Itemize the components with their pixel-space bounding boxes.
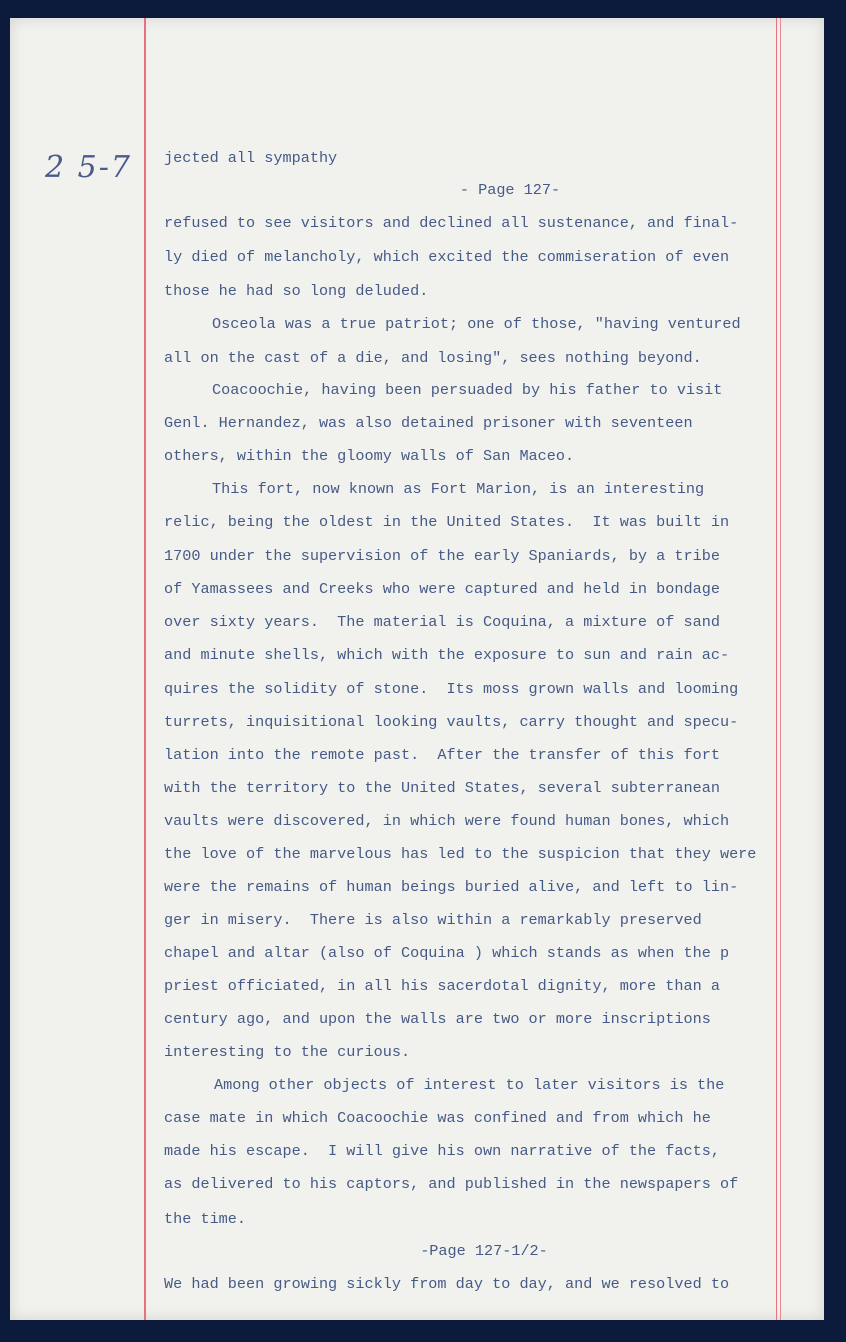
text-line: priest officiated, in all his sacerdotal dignity, more than a — [164, 977, 720, 995]
page-marker: -Page 127-1/2- — [420, 1242, 548, 1260]
text-line: This fort, now known as Fort Marion, is an interesting — [212, 480, 705, 498]
text-line: turrets, inquisitional looking vaults, carry thought and specu- — [164, 713, 739, 731]
text-line: all on the cast of a die, and losing", sees nothing beyond. — [164, 349, 702, 367]
text-line: and minute shells, which with the exposure to sun and rain ac- — [164, 646, 730, 664]
text-line: Coacoochie, having been persuaded by his father to visit — [212, 381, 723, 399]
handwritten-folio-number: 2 5-7 — [45, 150, 132, 185]
text-line: 1700 under the supervision of the early Spaniards, by a tribe — [164, 547, 720, 565]
text-line: refused to see visitors and declined all sustenance, and final- — [164, 214, 739, 232]
text-line: interesting to the curious. — [164, 1043, 411, 1061]
text-line: of Yamassees and Creeks who were captured and held in bondage — [164, 580, 720, 598]
right-margin-rule-secondary — [780, 18, 781, 1320]
text-line: relic, being the oldest in the United States. It was built in — [164, 513, 730, 531]
text-line: made his escape. I will give his own narrative of the facts, — [164, 1142, 720, 1160]
text-line: Osceola was a true patriot; one of those, "having ventured — [212, 315, 741, 333]
text-line: those he had so long deluded. — [164, 282, 429, 300]
text-line: the love of the marvelous has led to the suspicion that they were — [164, 845, 757, 863]
text-line: over sixty years. The material is Coquina, a mixture of sand — [164, 613, 720, 631]
text-line: We had been growing sickly from day to day, and we resolved to — [164, 1275, 730, 1293]
text-line: others, within the gloomy walls of San Maceo. — [164, 447, 575, 465]
left-margin-rule — [144, 18, 146, 1320]
text-line: jected all sympathy — [164, 149, 338, 167]
right-margin-rule — [776, 18, 777, 1320]
text-line: lation into the remote past. After the transfer of this fort — [164, 746, 720, 764]
page-marker: - Page 127- — [459, 181, 561, 199]
text-line: as delivered to his captors, and published in the newspapers of — [164, 1175, 739, 1193]
text-line: quires the solidity of stone. Its moss grown walls and looming — [164, 680, 739, 698]
text-line: ger in misery. There is also within a remarkably preserved — [164, 911, 702, 929]
text-line: ly died of melancholy, which excited the commiseration of even — [164, 248, 730, 266]
text-line: were the remains of human beings buried alive, and left to lin- — [164, 878, 739, 896]
text-line: Genl. Hernandez, was also detained prisoner with seventeen — [164, 414, 693, 432]
text-line: with the territory to the United States, several subterranean — [164, 779, 720, 797]
text-line: the time. — [164, 1210, 247, 1228]
text-line: vaults were discovered, in which were found human bones, which — [164, 812, 730, 830]
text-line: case mate in which Coacoochie was confined and from which he — [164, 1109, 711, 1127]
text-line: century ago, and upon the walls are two or more inscriptions — [164, 1010, 711, 1028]
text-line: chapel and altar (also of Coquina ) which stands as when the p — [164, 944, 730, 962]
text-line: Among other objects of interest to later visitors is the — [214, 1076, 725, 1094]
